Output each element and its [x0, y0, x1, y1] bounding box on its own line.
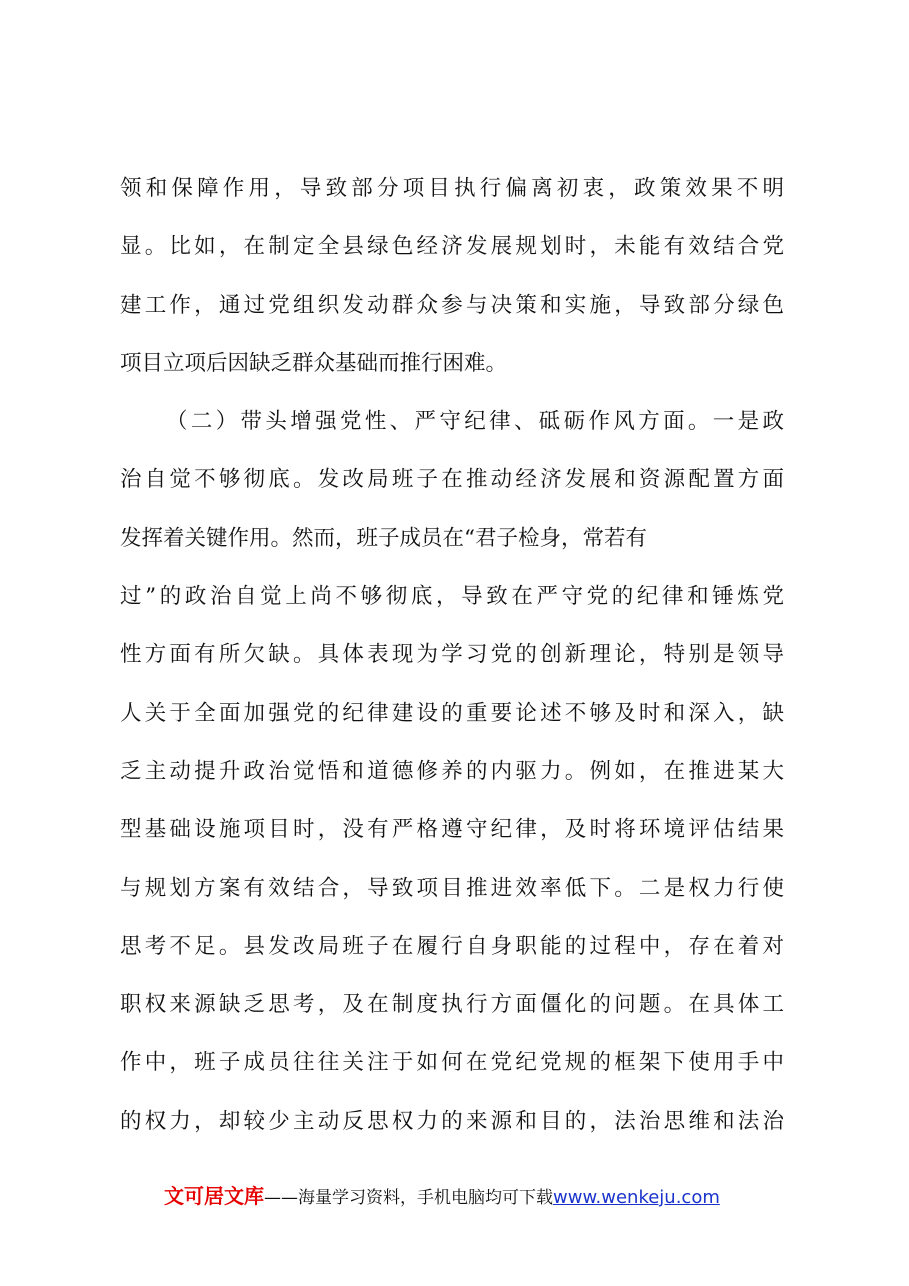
text-line: 建工作，通过党组织发动群众参与决策和实施，导致部分绿色	[120, 292, 784, 318]
text-line: 作中，班子成员往往关注于如何在党纪党规的框架下使用手中	[120, 1050, 784, 1076]
text-line: 的权力，却较少主动反思权力的来源和目的，法治思维和法治	[120, 1108, 784, 1134]
text-line: 领和保障作用，导致部分项目执行偏离初衷，政策效果不明	[120, 176, 784, 201]
text-line: 职权来源缺乏思考，及在制度执行方面僵化的问题。在具体工	[120, 992, 784, 1018]
text-line: 型基础设施项目时，没有严格遵守纪律，及时将环境评估结果	[120, 817, 784, 843]
brand-name: 文可居文库	[164, 1184, 264, 1208]
text-line: 乏主动提升政治觉悟和道德修养的内驱力。例如，在推进某大	[120, 758, 784, 784]
text-line: 显。比如，在制定全县绿色经济发展规划时，未能有效结合党	[120, 234, 784, 260]
text-line: 人关于全面加强党的纪律建设的重要论述不够及时和深入，缺	[120, 700, 784, 726]
text-line: 性方面有所欠缺。具体表现为学习党的创新理论，特别是领导	[120, 642, 784, 668]
website-link[interactable]: www.wenkeju.com	[553, 1187, 720, 1208]
text-line: 思考不足。县发改局班子在履行自身职能的过程中，存在着对	[120, 933, 784, 959]
document-body	[120, 160, 784, 1151]
text-line: 发挥着关键作用。然而，班子成员在“君子检身，常若有	[120, 525, 647, 551]
text-line: 与规划方案有效结合，导致项目推进效率低下。二是权力行使	[120, 875, 784, 901]
text-line: 治自觉不够彻底。发改局班子在推动经济发展和资源配置方面	[120, 467, 784, 493]
footer-banner	[164, 1182, 720, 1210]
text-line: 项目立项后因缺乏群众基础而推行困难。	[120, 350, 508, 376]
footer-slogan: ——海量学习资料，手机电脑均可下载	[264, 1188, 553, 1208]
text-line: 过”的政治自觉上尚不够彻底，导致在严守党的纪律和锤炼党	[120, 584, 784, 610]
section-heading-line: （二）带头增强党性、严守纪律、砥砺作风方面。一是政	[166, 409, 784, 435]
